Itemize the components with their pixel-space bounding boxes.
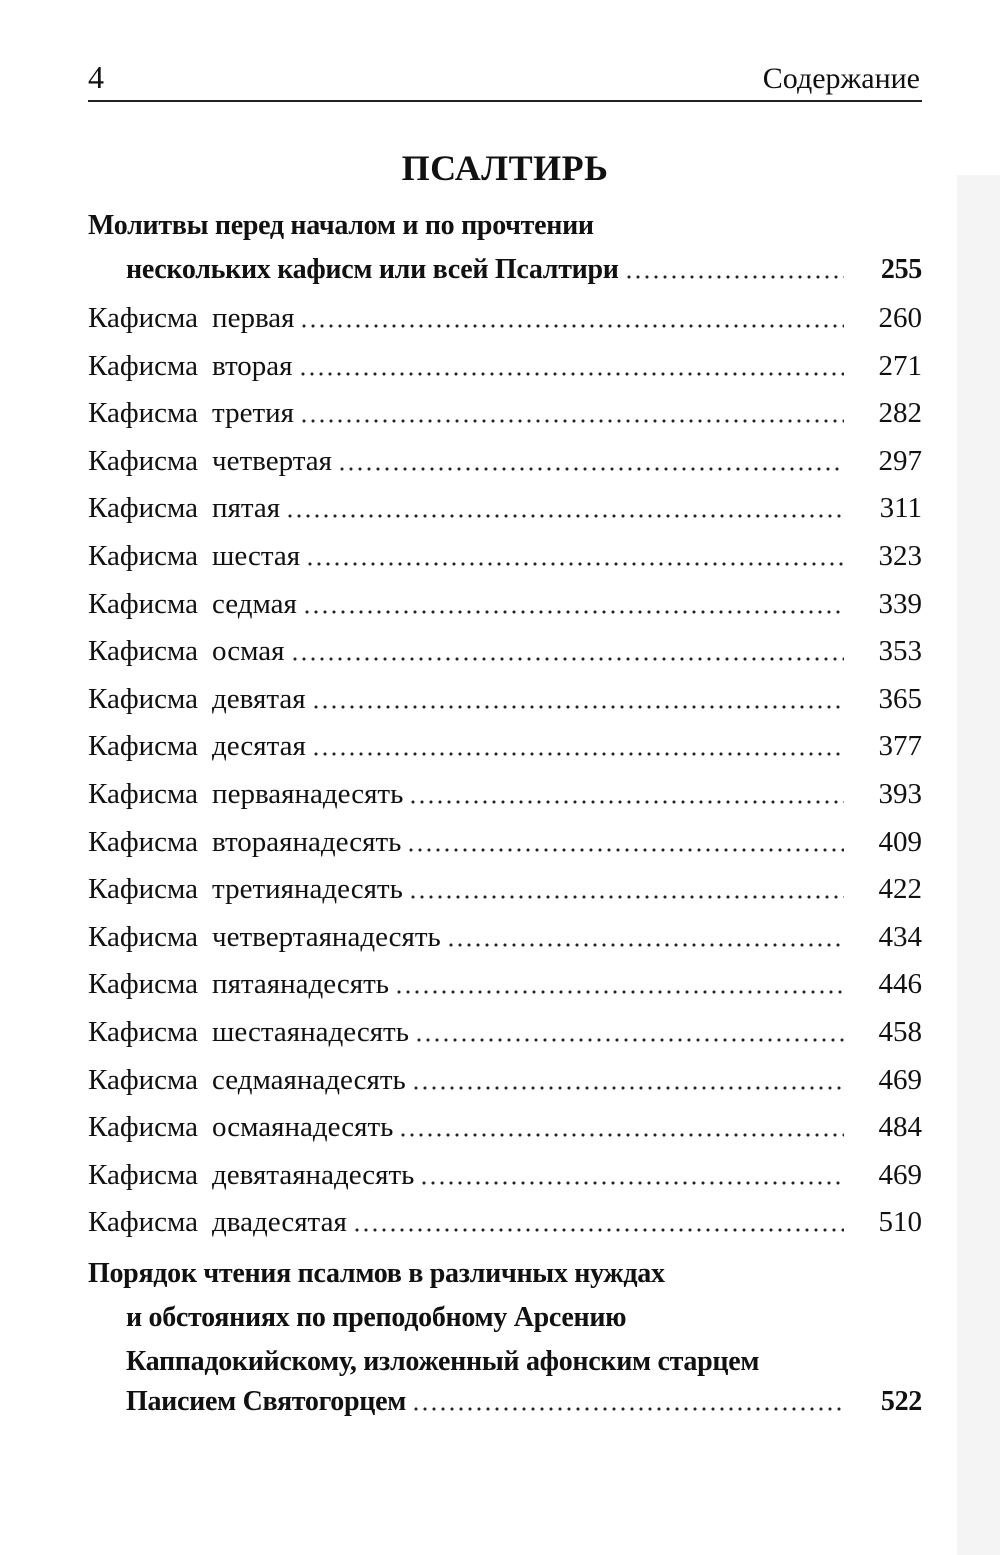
toc-entry-title xyxy=(88,441,340,481)
dot-leader xyxy=(414,1402,844,1411)
toc-entry-kathisma[interactable] xyxy=(88,1012,922,1052)
toc-entry-kathisma[interactable] xyxy=(88,774,922,814)
toc-page-number: 469 xyxy=(878,1158,922,1191)
toc-entry-kathisma[interactable] xyxy=(88,726,922,766)
kathisma-ordinal: осмая xyxy=(212,635,285,668)
toc-entry-title xyxy=(88,679,314,719)
kathisma-ordinal: десятая xyxy=(212,730,306,763)
kathisma-word: Кафисма xyxy=(88,635,199,668)
kathisma-word: Кафисма xyxy=(88,1158,199,1191)
toc-entry-title xyxy=(88,774,411,814)
toc-entry-kathisma[interactable] xyxy=(88,964,922,1004)
kathisma-ordinal: перваянадесять xyxy=(212,778,404,810)
running-head: Содержание xyxy=(762,62,920,95)
kathisma-ordinal: седмаянадесять xyxy=(212,1063,406,1096)
kathisma-ordinal: пятая xyxy=(212,492,281,525)
dot-leader xyxy=(414,1081,844,1090)
toc-entry-title xyxy=(88,1060,414,1100)
kathisma-word: Кафисма xyxy=(88,825,199,858)
page-edge-shadow xyxy=(957,175,1000,1555)
toc-entry-title xyxy=(88,631,293,671)
toc-page-number: 297 xyxy=(878,444,922,477)
dot-leader xyxy=(397,985,844,994)
dot-leader xyxy=(409,843,844,852)
kathisma-word: Кафисма xyxy=(88,682,199,715)
toc-entry-prayers[interactable] xyxy=(126,250,922,290)
toc-entry-title xyxy=(88,1107,401,1147)
kathisma-word: Кафисма xyxy=(88,492,199,525)
toc-page-number: 484 xyxy=(878,1111,922,1144)
kathisma-word: Кафисма xyxy=(88,302,199,334)
toc-page-number: 271 xyxy=(878,349,922,382)
kathisma-ordinal: двадесятая xyxy=(212,1206,347,1239)
toc-entry-order-line2[interactable]: и обстояниях по преподобному Арсению xyxy=(126,1302,627,1333)
dot-leader xyxy=(627,270,844,279)
kathisma-ordinal: шестая xyxy=(212,540,301,572)
dot-leader xyxy=(302,414,844,423)
dot-leader xyxy=(293,652,844,661)
toc-entry-kathisma[interactable] xyxy=(88,679,922,719)
kathisma-ordinal: девятая xyxy=(212,682,306,715)
toc-entry-kathisma[interactable] xyxy=(88,822,922,862)
kathisma-ordinal: осмаянадесять xyxy=(212,1111,394,1144)
dot-leader xyxy=(417,1033,844,1042)
kathisma-word: Кафисма xyxy=(88,540,199,572)
toc-entry-kathisma[interactable] xyxy=(88,441,922,481)
toc-page-number: 282 xyxy=(878,397,922,430)
toc-page-number: 255 xyxy=(880,254,922,285)
toc-entry-kathisma[interactable] xyxy=(88,536,922,576)
toc-page-number: 339 xyxy=(878,587,922,620)
kathisma-ordinal: втораянадесять xyxy=(212,825,402,858)
toc-entry-title xyxy=(88,1202,355,1242)
toc-entry-kathisma[interactable] xyxy=(88,393,922,433)
toc-page-number: 422 xyxy=(878,873,922,906)
toc-entry-prayers-line1[interactable]: Молитвы перед началом и по прочтении xyxy=(88,210,594,241)
dot-leader xyxy=(422,1176,844,1185)
kathisma-ordinal: третиянадесять xyxy=(212,873,403,906)
dot-leader xyxy=(301,367,844,376)
toc-page-number: 522 xyxy=(880,1386,922,1417)
toc-page-number: 365 xyxy=(878,682,922,715)
toc-page-number: 377 xyxy=(878,730,922,763)
toc-entry-order-line1[interactable]: Порядок чтения псалмов в различных нуждах xyxy=(88,1258,665,1289)
kathisma-word: Кафисма xyxy=(88,1016,199,1048)
kathisma-word: Кафисма xyxy=(88,1063,199,1096)
toc-entry-kathisma[interactable] xyxy=(88,917,922,957)
toc-entry-kathisma[interactable] xyxy=(88,631,922,671)
kathisma-word: Кафисма xyxy=(88,730,199,763)
toc-entry-title xyxy=(88,1155,422,1195)
dot-leader xyxy=(411,890,844,899)
toc-page-number: 353 xyxy=(878,635,922,668)
dot-leader xyxy=(302,319,844,328)
toc-page-number: 446 xyxy=(878,968,922,1001)
toc-entry-kathisma[interactable] xyxy=(88,346,922,386)
toc-entry-title: Паисием Святогорцем xyxy=(126,1386,407,1417)
kathisma-word: Кафисма xyxy=(88,778,199,810)
toc-entry-title xyxy=(88,964,397,1004)
kathisma-word: Кафисма xyxy=(88,444,199,477)
toc-page-number: 510 xyxy=(878,1206,922,1239)
toc-entry-title xyxy=(88,393,302,433)
dot-leader xyxy=(314,700,844,709)
kathisma-ordinal: вторая xyxy=(212,349,293,382)
toc-entry-title xyxy=(88,1012,417,1052)
toc-entry-title xyxy=(88,869,411,909)
toc-entry-title xyxy=(88,298,302,338)
kathisma-word: Кафисма xyxy=(88,873,199,906)
toc-page-number: 434 xyxy=(878,920,922,953)
toc-page-number: 323 xyxy=(878,540,922,572)
toc-entry-title xyxy=(88,822,409,862)
kathisma-word: Кафисма xyxy=(88,1111,199,1144)
kathisma-ordinal: третия xyxy=(212,397,294,430)
toc-entry-kathisma[interactable] xyxy=(88,298,922,338)
toc-entry-title: нескольких кафисм или всей Псалтири xyxy=(126,254,619,285)
kathisma-ordinal: шестаянадесять xyxy=(212,1016,409,1048)
toc-entry-kathisma[interactable] xyxy=(88,488,922,528)
dot-leader xyxy=(401,1128,844,1137)
toc-entry-kathisma[interactable] xyxy=(88,869,922,909)
kathisma-ordinal: первая xyxy=(212,302,295,334)
kathisma-word: Кафисма xyxy=(88,349,199,382)
dot-leader xyxy=(449,938,844,947)
dot-leader xyxy=(340,462,844,471)
kathisma-word: Кафисма xyxy=(88,968,199,1001)
toc-entry-title xyxy=(88,726,314,766)
page-number: 4 xyxy=(88,59,104,95)
dot-leader xyxy=(355,1223,844,1232)
toc-entry-order-line3[interactable]: Каппадокийскому, изложенный афонским старцем xyxy=(126,1346,760,1377)
toc-entry-title xyxy=(88,488,288,528)
toc-entry-kathisma[interactable] xyxy=(88,1202,922,1242)
toc-page-number: 393 xyxy=(878,778,922,810)
section-title: ПСАЛТИРЬ xyxy=(401,148,609,188)
dot-leader xyxy=(314,747,844,756)
kathisma-word: Кафисма xyxy=(88,397,199,430)
kathisma-ordinal: четвертая xyxy=(212,444,332,477)
kathisma-ordinal: пятаянадесять xyxy=(212,968,389,1001)
kathisma-word: Кафисма xyxy=(88,587,199,620)
page-header xyxy=(88,58,922,102)
dot-leader xyxy=(308,557,844,566)
toc-page-number: 260 xyxy=(878,302,922,334)
toc-entry-title xyxy=(88,584,305,624)
toc-entry-kathisma[interactable] xyxy=(88,584,922,624)
toc-entry-order[interactable] xyxy=(126,1382,922,1422)
dot-leader xyxy=(411,795,844,804)
toc-page-number: 458 xyxy=(878,1016,922,1048)
kathisma-ordinal: седмая xyxy=(212,587,297,620)
toc-page-number: 469 xyxy=(878,1063,922,1096)
toc-page-number: 409 xyxy=(878,825,922,858)
toc-entry-kathisma[interactable] xyxy=(88,1107,922,1147)
toc-entry-kathisma[interactable] xyxy=(88,1060,922,1100)
toc-entry-kathisma[interactable] xyxy=(88,1155,922,1195)
kathisma-word: Кафисма xyxy=(88,1206,199,1239)
toc-page-number: 311 xyxy=(879,492,922,525)
kathisma-ordinal: девятаянадесять xyxy=(212,1158,415,1191)
dot-leader xyxy=(305,605,844,614)
toc-entry-title xyxy=(88,917,449,957)
toc-entry-title xyxy=(88,536,308,576)
toc-entry-title xyxy=(88,346,301,386)
kathisma-ordinal: четвертаянадесять xyxy=(212,920,441,953)
dot-leader xyxy=(288,509,844,518)
kathisma-word: Кафисма xyxy=(88,920,199,953)
